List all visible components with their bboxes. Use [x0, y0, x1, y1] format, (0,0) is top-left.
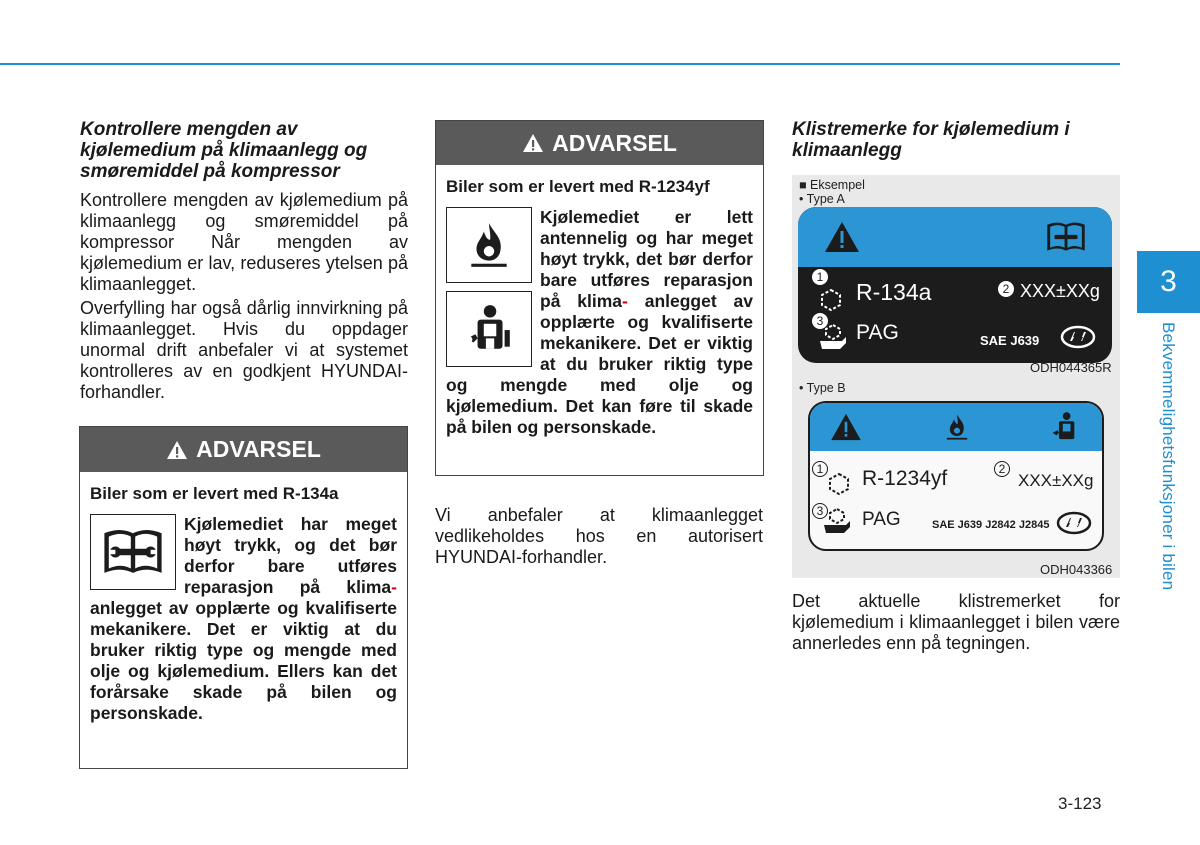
- refrigerant-icon: [818, 287, 844, 313]
- oil-icon: [818, 323, 848, 351]
- figure-code-b: ODH043366: [1040, 562, 1113, 577]
- page-number: 3-123: [1058, 794, 1102, 813]
- col1-paragraph-2: Overfylling har også dårlig innvirkning på klimaanlegget. Hvis du oppdager unormal drift anbefaler vi at systemet kontrolleres av en godkjent HYUNDAI-forhandler.: [80, 298, 408, 402]
- warning-text-part-1: Kjølemediet har meget høyt trykk, og det bør derfor bare utføres reparasjon på klima: [184, 514, 397, 597]
- warning-hyphen: -: [391, 577, 397, 597]
- refrigerant-icon: [826, 471, 852, 497]
- warning-subtitle: Biler som er levert med R-1234yf: [446, 177, 710, 196]
- oil-type: PAG: [856, 321, 899, 344]
- warning-triangle-icon: [522, 133, 544, 153]
- warning-triangle-icon: [830, 413, 862, 441]
- chapter-number-tab: 3: [1137, 251, 1200, 313]
- flammable-icon: [446, 207, 532, 283]
- mechanic-icon: [446, 291, 532, 367]
- warning-text-part-2: anlegget av opplærte og kvalifiserte mekanikere. Det er viktig at du bruker riktig type og mengde med olje og kjølemedium. Ellers kan det forårsake skade på bilen og personskade.: [90, 598, 397, 723]
- oil-icon: [822, 507, 852, 535]
- warning-title: ADVARSEL: [196, 436, 321, 462]
- col1-paragraph-1: Kontrollere mengden av kjølemedium på klimaanlegg og smøremiddel på kompressor Når mengden av kjølemedium er lav, reduseres ytelsen på klimaanlegget.: [80, 190, 408, 294]
- warning-header: [436, 121, 763, 165]
- callout-3: 3: [812, 313, 828, 329]
- sticker-illustration: [792, 175, 1120, 578]
- warning-text-part-2: anlegget av opplærte og kvalifiserte mekanikere. Det er viktig at du bruker riktig type og mengde med olje og kjølemedium. Det kan føre til skade på bilen og personskade.: [446, 291, 753, 437]
- warning-box-r134a: [79, 426, 408, 769]
- refrigerant-amount: XXX±XXg: [1018, 471, 1094, 490]
- warning-text: [446, 207, 753, 438]
- sae-standard: SAE J639 J2842 J2845: [932, 519, 1050, 531]
- warning-icons: [446, 207, 532, 367]
- warning-box-r1234yf: [435, 120, 764, 476]
- example-label: ■ Eksempel: [799, 178, 865, 192]
- callout-1: 1: [812, 461, 828, 477]
- col2-paragraph: [435, 505, 763, 571]
- col2-paragraph-text: Vi anbefaler at klimaanlegget vedlikeholdes hos en autorisert HYUNDAI-forhandler.: [435, 505, 763, 567]
- type-b-label: • Type B: [799, 381, 846, 395]
- refrigerant-type: R-1234yf: [862, 467, 948, 490]
- warning-text: [90, 514, 397, 724]
- hyundai-logo-icon: [1060, 325, 1096, 349]
- warning-text-part-1: Kjølemediet er lett antennelig og har meget høyt trykk, det bør derfor bare utføres reparasjon på klima: [540, 207, 753, 311]
- section-heading-sticker: Klistremerke for kjølemedium i klimaanlegg: [792, 119, 1070, 161]
- sticker-type-a: [798, 207, 1112, 363]
- callout-1: 1: [812, 269, 828, 285]
- callout-3: 3: [812, 503, 828, 519]
- oil-type: PAG: [862, 509, 901, 530]
- chapter-title-text: Bekvemmelighetsfunksjoner i bilen: [1159, 322, 1178, 591]
- warning-title: ADVARSEL: [552, 129, 677, 156]
- figure-code-a: ODH044365R: [1030, 360, 1112, 375]
- service-manual-icon: [90, 514, 176, 590]
- refrigerant-type: R-134a: [856, 279, 932, 305]
- sae-standard: SAE J639: [980, 333, 1040, 348]
- callout-2: 2: [998, 281, 1014, 297]
- hyundai-logo-icon: [1056, 511, 1092, 535]
- warning-header: [80, 427, 407, 472]
- refrigerant-amount: XXX±XXg: [1020, 281, 1100, 301]
- col3-paragraph-text: Det aktuelle klistremerket for kjølemedium i klimaanlegget i bilen være annerledes enn på tegningen.: [792, 591, 1120, 653]
- top-rule: [0, 63, 1120, 65]
- col3-paragraph: [792, 591, 1120, 657]
- sticker-type-b: [808, 401, 1104, 551]
- type-a-label: • Type A: [799, 192, 845, 206]
- warning-triangle-icon: [166, 440, 188, 460]
- warning-hyphen: -: [622, 291, 628, 311]
- warning-subtitle: Biler som er levert med R-134a: [90, 484, 339, 503]
- chapter-title-vertical: [1152, 322, 1180, 612]
- section-heading-check-refrigerant: Kontrollere mengden av kjølemedium på klimaanlegg og smøremiddel på kompressor: [80, 119, 368, 182]
- flammable-icon: [942, 411, 972, 443]
- service-manual-icon: [1042, 219, 1090, 255]
- mechanic-icon: [1050, 411, 1082, 443]
- col1-body: [80, 190, 408, 406]
- callout-2: 2: [994, 461, 1010, 477]
- warning-triangle-icon: [824, 221, 860, 253]
